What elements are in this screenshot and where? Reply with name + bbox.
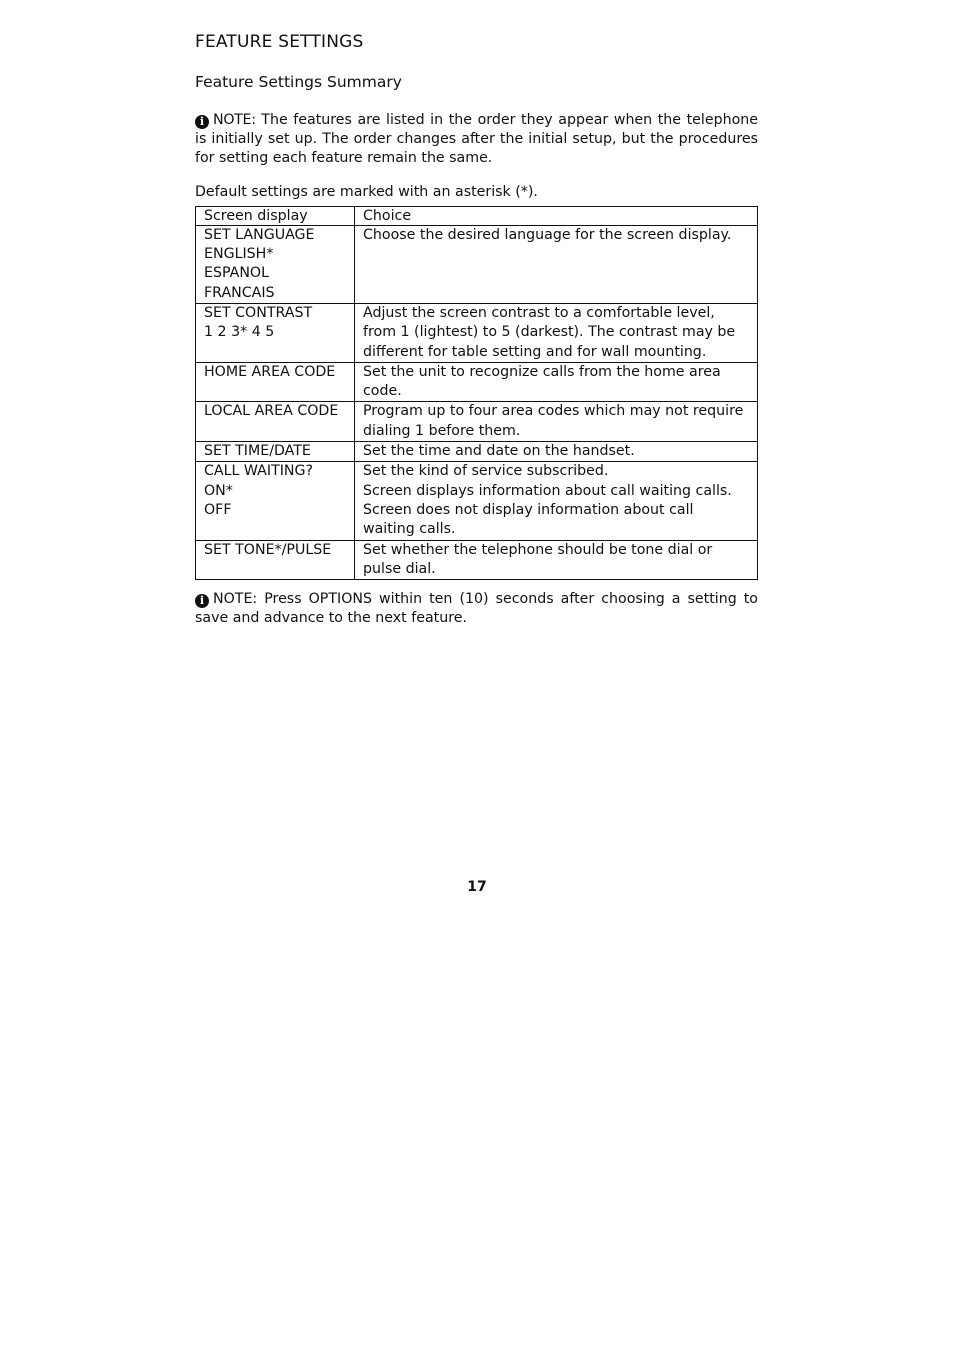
screen-display-line: HOME AREA CODE	[204, 363, 336, 380]
choice-line: Adjust the screen contrast to a comfortable level, from 1 (lightest) to 5 (darkest). The contrast may be different for table setting and for wall mounting.	[363, 305, 736, 360]
screen-display-line: OFF	[204, 501, 232, 518]
choice-line: Choose the desired language for the screen display.	[363, 226, 732, 243]
table-header-row	[196, 206, 758, 225]
info-icon: i	[195, 594, 209, 608]
screen-display-cell	[196, 304, 355, 363]
screen-display-cell	[196, 225, 355, 303]
choice-line: Program up to four area codes which may not require dialing 1 before them.	[363, 403, 744, 439]
choice-cell	[355, 540, 758, 580]
note-text-after: within ten (10) seconds after choosing a setting to save and advance to the next feature.	[195, 591, 758, 627]
column-header-choice: Choice	[355, 206, 758, 225]
note-text-before: Press	[264, 591, 302, 608]
choice-cell	[355, 442, 758, 462]
choice-line: Set the kind of service subscribed.	[363, 463, 609, 480]
choice-line: Set whether the telephone should be tone dial or pulse dial.	[363, 541, 713, 577]
screen-display-line: ESPANOL	[204, 265, 270, 282]
section-title: Feature Settings Summary	[195, 73, 402, 91]
screen-display-line: SET CONTRAST	[204, 305, 313, 321]
note-label: NOTE:	[213, 112, 256, 128]
choice-line: Set the time and date on the handset.	[363, 443, 635, 460]
note-text: The features are listed in the order they appear when the telephone is initially set up. The order changes after the initial setup, but the procedures for setting each feature remain the same.	[195, 112, 758, 167]
note-label: NOTE:	[213, 591, 258, 608]
choice-cell	[355, 304, 758, 363]
default-settings-note: Default settings are marked with an asterisk (*).	[195, 183, 538, 200]
screen-display-line: ON*	[204, 482, 233, 499]
table-row	[196, 402, 758, 442]
table-row	[196, 540, 758, 580]
screen-display-line: FRANCAIS	[204, 284, 275, 301]
screen-display-line: LOCAL AREA CODE	[204, 403, 339, 420]
choice-cell	[355, 362, 758, 402]
table-row	[196, 362, 758, 402]
screen-display-cell	[196, 362, 355, 402]
screen-display-line: CALL WAITING?	[204, 463, 314, 480]
screen-display-cell	[196, 442, 355, 462]
choice-cell	[355, 402, 758, 442]
choice-line: Set the unit to recognize calls from the home area code.	[363, 363, 721, 400]
screen-display-line: 1 2 3* 4 5	[204, 324, 275, 341]
screen-display-line: SET LANGUAGE	[204, 226, 315, 243]
page-content	[195, 30, 758, 629]
note-options	[195, 590, 758, 628]
info-icon: i	[195, 115, 209, 129]
screen-display-cell	[196, 462, 355, 540]
table-row	[196, 304, 758, 363]
choice-line: Screen does not display information about call waiting calls.	[363, 501, 694, 538]
options-key-label: OPTIONS	[308, 591, 372, 608]
table-body	[196, 225, 758, 579]
table-row	[196, 462, 758, 540]
screen-display-line: SET TONE*/PULSE	[204, 541, 332, 558]
table-row	[196, 225, 758, 303]
page-number: 17	[467, 879, 487, 895]
choice-cell	[355, 225, 758, 303]
choice-line: Screen displays information about call waiting calls.	[363, 482, 732, 499]
feature-settings-table	[195, 206, 758, 580]
screen-display-cell	[196, 540, 355, 580]
screen-display-line: ENGLISH*	[204, 246, 274, 263]
column-header-screen-display: Screen display	[196, 206, 355, 225]
choice-cell	[355, 462, 758, 540]
table-row	[196, 442, 758, 462]
screen-display-line: SET TIME/DATE	[204, 443, 311, 460]
screen-display-cell	[196, 402, 355, 442]
note-intro	[195, 111, 758, 169]
page-title: FEATURE SETTINGS	[195, 32, 364, 52]
